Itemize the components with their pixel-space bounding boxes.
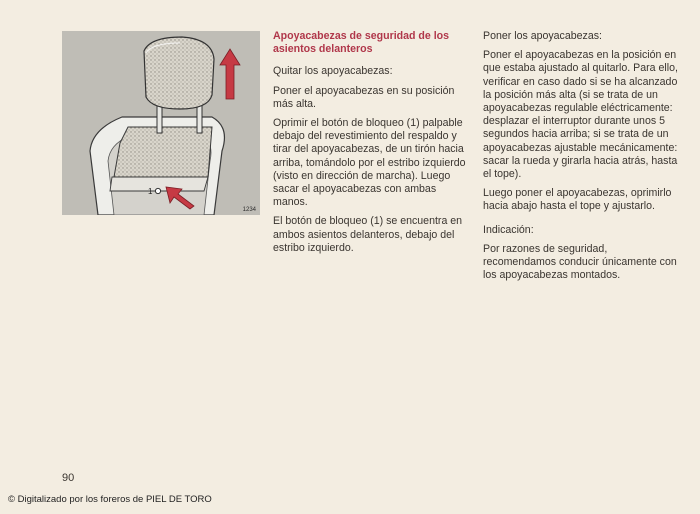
paragraph-note-title: Indicación: [483, 223, 534, 236]
paragraph-install-title: Poner los apoyacabezas: [483, 30, 602, 42]
heading-line-1: Apoyacabezas de seguridad de los [273, 30, 450, 42]
up-arrow-icon [220, 49, 240, 99]
scan-credit: © Digitalizado por los foreros de PIEL DE TORO [8, 494, 212, 505]
section-heading [273, 30, 469, 56]
headrest-drawing [62, 31, 260, 215]
left-text-column [273, 30, 469, 261]
paragraph-remove-title: Quitar los apoyacabezas: [273, 65, 393, 78]
paragraph-highest-position: Poner el apoyacabezas en su posición más alta. [273, 84, 455, 110]
paragraph-note-text: Por razones de seguridad, recomendamos conducir únicamente con los apoyacabezas montados. [483, 242, 677, 282]
paragraph-release-button: Oprimir el botón de bloqueo (1) palpable debajo del revestimiento del respaldo y tirar del apoyacabezas, de un tirón hacia arriba, tomándolo por el estribo izquierdo (visto en dirección de marcha). Luego sacar el apoyacabezas con ambas manos. [273, 117, 466, 209]
page-number: 90 [62, 472, 75, 484]
paragraph-install-position: Poner el apoyacabezas en la posición en que estaba ajustado al quitarlo. Para ello, verificar en caso dado si se ha alcanzado la posición más alta (si se trata de un apoyacabezas regulable eléctricamente: desplazar el interruptor durante unos 5 segundos hacia arriba; si se trata de un apoyacabezas ajustable mecánicamente: sacar la rueda y girarla hacia atrás, hasta el tope). [483, 49, 678, 181]
paragraph-install-press: Luego poner el apoyacabezas, oprimirlo hacia abajo hasta el tope y ajustarlo. [483, 187, 672, 213]
paragraph-button-location: El botón de bloqueo (1) se encuentra en ambos asientos delanteros, debajo del estribo izquierdo. [273, 215, 463, 254]
figure-number: 1234 [242, 207, 256, 213]
heading-line-2: asientos delanteros [273, 43, 373, 56]
callout-number: 1 [148, 187, 153, 196]
headrest-illustration [62, 31, 260, 215]
right-text-column [483, 30, 683, 288]
